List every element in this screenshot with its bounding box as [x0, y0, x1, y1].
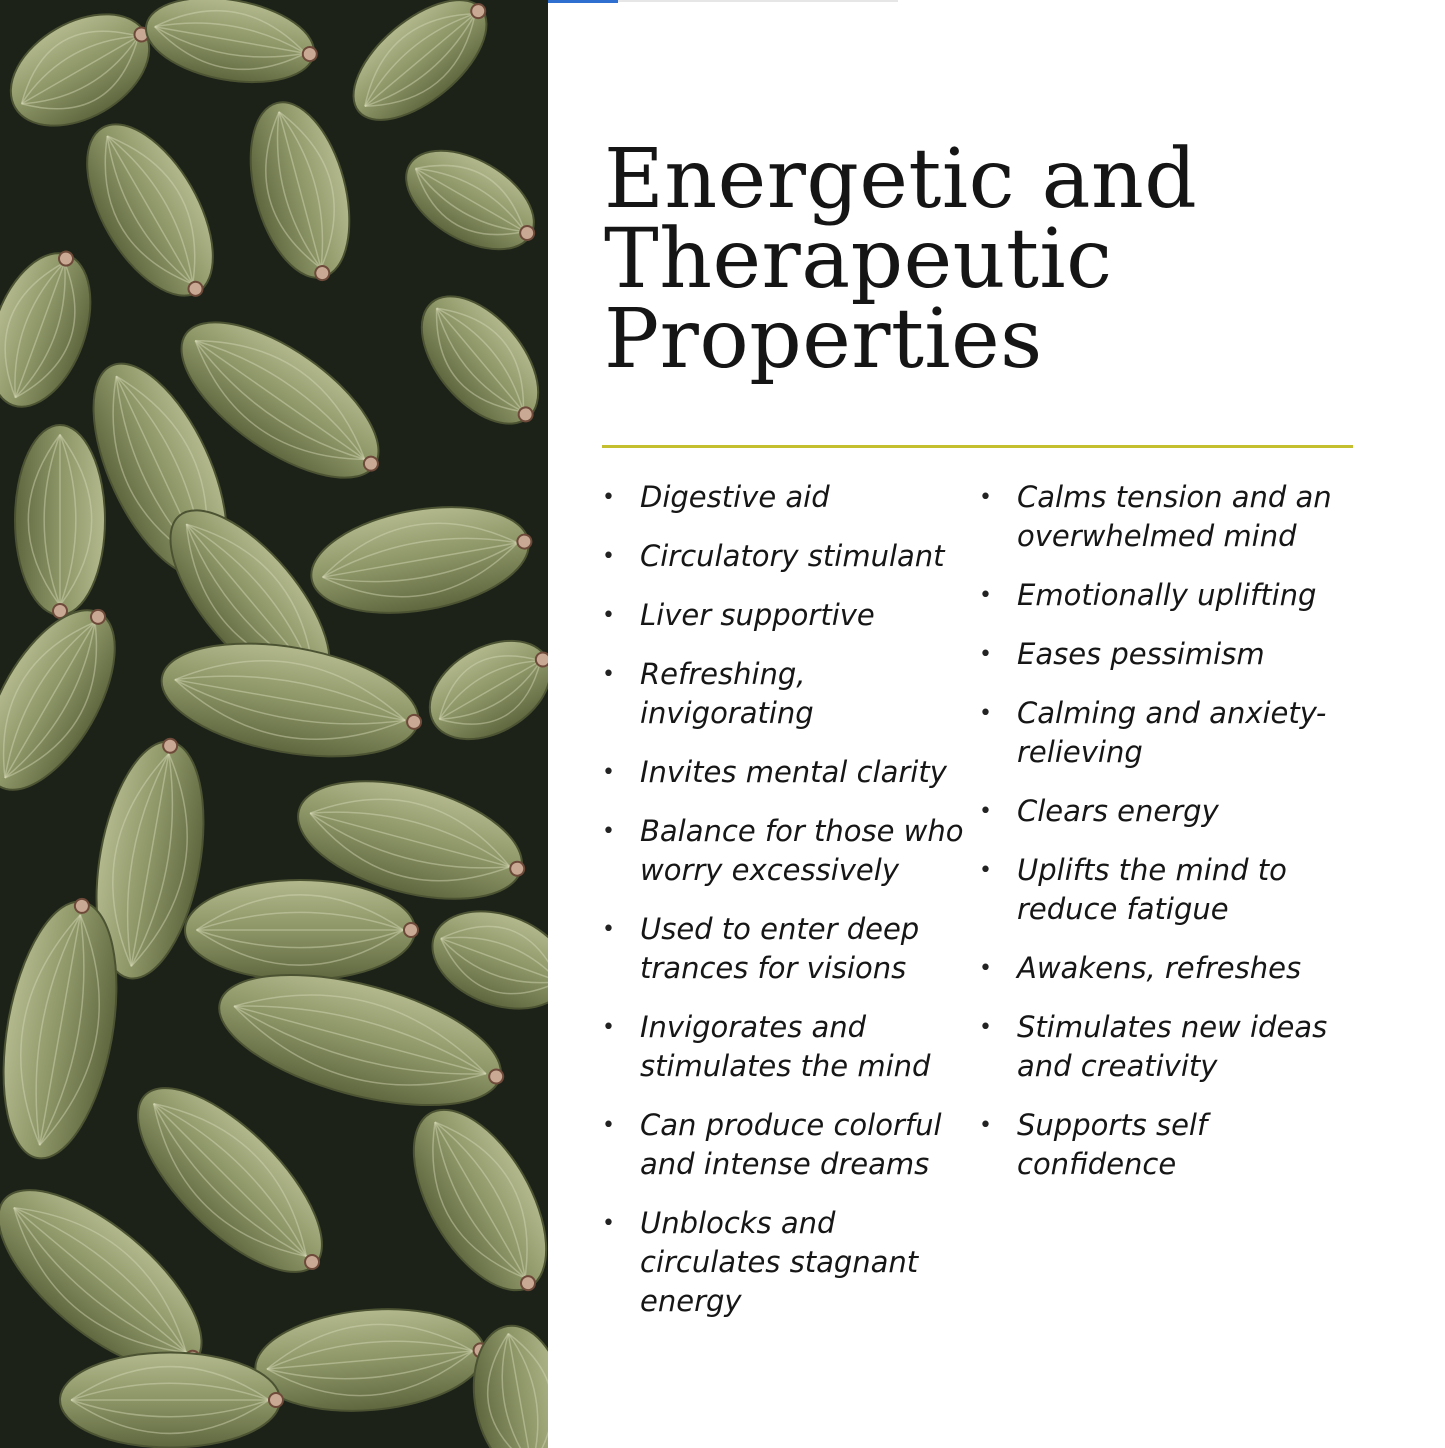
list-item: • Circulatory stimulant: [602, 537, 974, 576]
list-item: • Can produce colorful and intense dreams: [602, 1106, 974, 1184]
cardamom-pod: [15, 425, 105, 618]
title-line-1: Energetic and: [604, 132, 1198, 227]
list-item: • Liver supportive: [602, 596, 974, 635]
list-item: • Refreshing, invigorating: [602, 655, 974, 733]
list-item: • Stimulates new ideas and creativity: [979, 1008, 1351, 1086]
list-item: • Awakens, refreshes: [979, 949, 1351, 988]
cardamom-pods-photo: [0, 0, 548, 1448]
list-item: • Digestive aid: [602, 478, 974, 517]
title-line-3: Properties: [604, 292, 1043, 387]
list-item: • Invites mental clarity: [602, 753, 974, 792]
page-title: [604, 132, 1324, 387]
list-item: • Balance for those who worry excessively: [602, 812, 974, 890]
top-accent-bar: [548, 0, 618, 3]
list-item: • Uplifts the mind to reduce fatigue: [979, 851, 1351, 929]
list-item: • Eases pessimism: [979, 635, 1351, 674]
title-underline-rule: [602, 445, 1353, 448]
list-item: • Emotionally uplifting: [979, 576, 1351, 615]
cardamom-pod: [60, 1353, 283, 1448]
list-item: • Clears energy: [979, 792, 1351, 831]
list-item: • Calming and anxiety-relieving: [979, 694, 1351, 772]
list-item: • Unblocks and circulates stagnant energy: [602, 1204, 974, 1321]
properties-list-left: [602, 478, 974, 1341]
cardamom-pods-illustration: [0, 0, 548, 1448]
list-item: • Calms tension and an overwhelmed mind: [979, 478, 1351, 556]
cardamom-pod: [185, 880, 418, 980]
title-line-2: Therapeutic: [604, 212, 1113, 307]
list-item: • Supports self confidence: [979, 1106, 1351, 1184]
list-item: • Used to enter deep trances for visions: [602, 910, 974, 988]
properties-list-right: [979, 478, 1351, 1204]
list-item: • Invigorates and stimulates the mind: [602, 1008, 974, 1086]
